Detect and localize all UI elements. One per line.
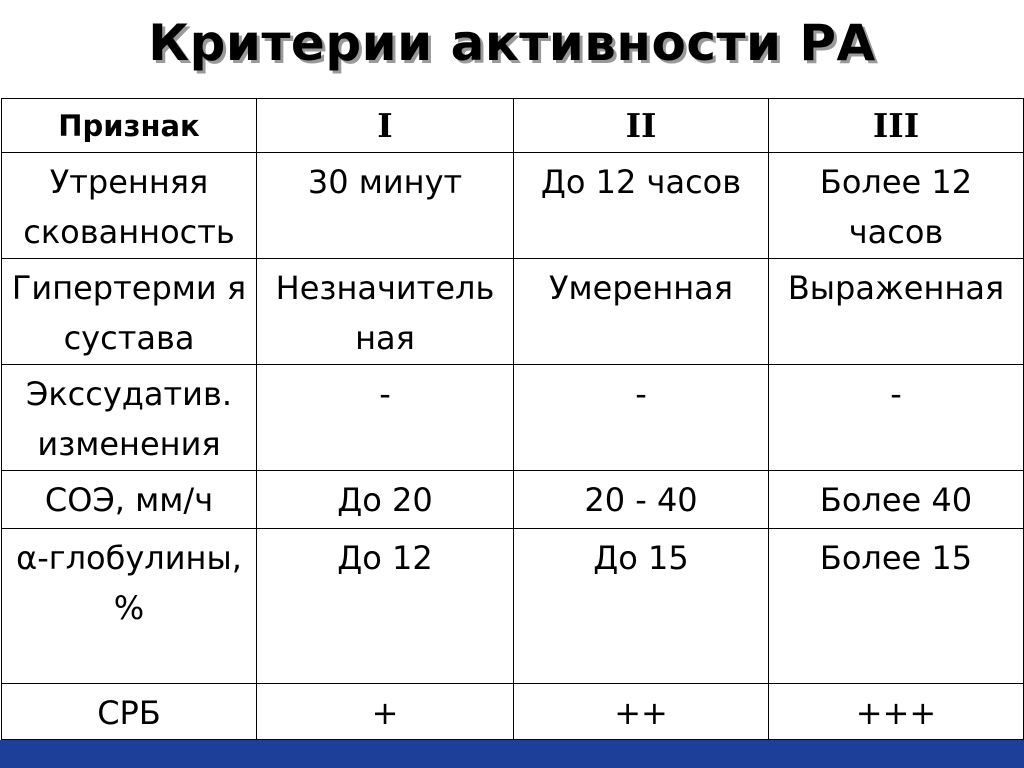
table-cell: ++ (514, 684, 769, 740)
table-cell: До 12 часов (514, 153, 769, 259)
row-label-alpha-globulins: α-глобулины, % (2, 529, 257, 684)
table-header-row (2, 99, 1024, 153)
table-cell: Более 12 часов (769, 153, 1024, 259)
table-cell: До 12 (257, 529, 514, 684)
table-cell: - (769, 365, 1024, 471)
column-header-sign: Признак (2, 99, 257, 153)
criteria-table (1, 98, 1024, 740)
table-cell: - (514, 365, 769, 471)
column-header-degree-3: III (769, 99, 1024, 153)
table-row (2, 471, 1024, 529)
table-cell: 30 минут (257, 153, 514, 259)
row-label-exudative-changes: Экссудатив. изменения (2, 365, 257, 471)
table-cell: Незначитель ная (257, 259, 514, 365)
table-cell: +++ (769, 684, 1024, 740)
table-cell: До 20 (257, 471, 514, 529)
column-header-degree-1: I (257, 99, 514, 153)
table-row (2, 365, 1024, 471)
row-label-crp: СРБ (2, 684, 257, 740)
table-row (2, 153, 1024, 259)
row-label-morning-stiffness: Утренняя скованность (2, 153, 257, 259)
row-label-esr: СОЭ, мм/ч (2, 471, 257, 529)
table-cell: Более 15 (769, 529, 1024, 684)
table-cell: Умеренная (514, 259, 769, 365)
table-row (2, 259, 1024, 365)
table-cell: Выраженная (769, 259, 1024, 365)
table-cell: Более 40 (769, 471, 1024, 529)
table-cell: 20 - 40 (514, 471, 769, 529)
row-label-joint-hyperthermia: Гипертерми я сустава (2, 259, 257, 365)
table-cell: До 15 (514, 529, 769, 684)
table-row (2, 684, 1024, 740)
table-cell: + (257, 684, 514, 740)
footer-bar (0, 740, 1024, 768)
column-header-degree-2: II (514, 99, 769, 153)
table-row (2, 529, 1024, 684)
slide-title: Критерии активности РА (148, 14, 876, 72)
table-cell: - (257, 365, 514, 471)
